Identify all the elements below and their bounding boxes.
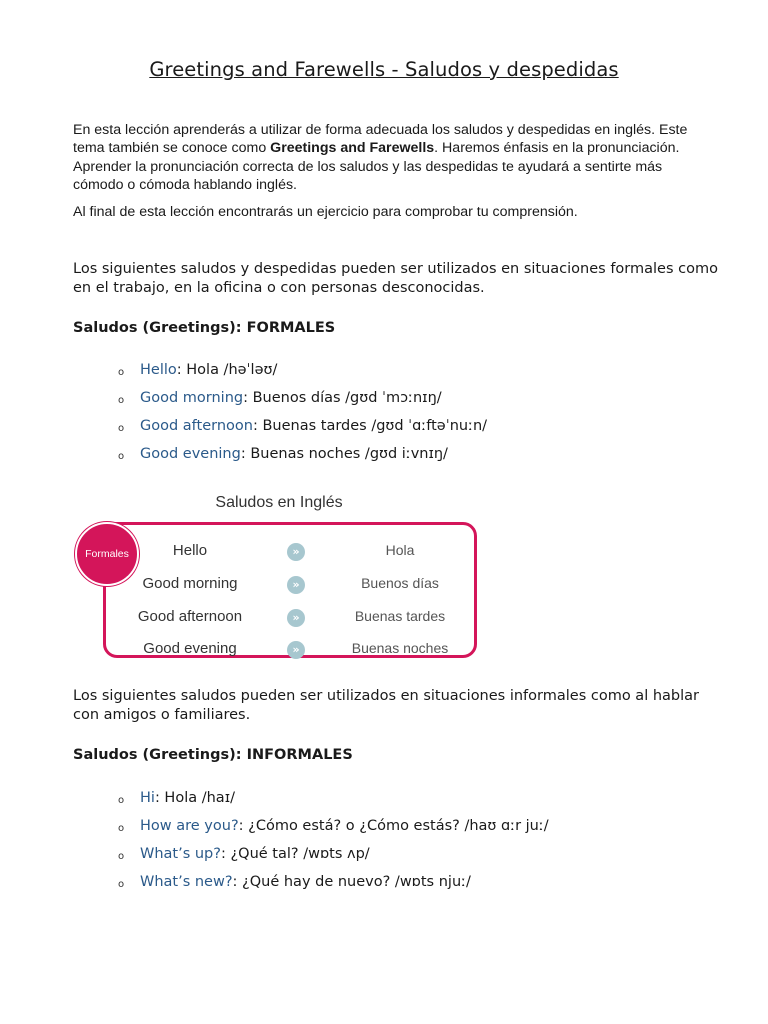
informal-heading	[73, 747, 353, 763]
english-term: Good morning	[140, 390, 244, 406]
translation: : Buenas tardes /gʊd ˈɑːftəˈnuːn/	[252, 418, 488, 434]
figure-english: Good evening	[143, 640, 237, 657]
formal-heading: Saludos (Greetings): FORMALES	[73, 320, 336, 336]
translation: : ¿Qué hay de nuevo? /wɒts njuː/	[232, 874, 471, 890]
bullet-icon: o	[118, 395, 125, 406]
figure-spanish: Buenos días	[361, 575, 439, 591]
bullet-icon: o	[118, 423, 125, 434]
figure-english: Good morning	[142, 575, 238, 592]
formal-description: Los siguientes saludos y despedidas pueden ser utilizados en situaciones formales como en el trabajo, en la oficina o con personas desconocidas.	[73, 261, 718, 296]
bullet-icon: o	[118, 795, 125, 806]
english-term: Good evening	[140, 446, 241, 462]
bullet-icon: o	[118, 451, 125, 462]
figure-english: Good afternoon	[137, 608, 243, 625]
intro-paragraph-1	[73, 121, 713, 195]
figure-spanish: Hola	[385, 542, 415, 558]
greetings-figure	[73, 490, 485, 678]
english-term: What’s new?	[140, 874, 233, 890]
figure-row	[73, 542, 485, 566]
double-chevron-icon: »	[287, 543, 305, 561]
translation: : ¿Cómo está? o ¿Cómo estás? /haʊ ɑːr juː/	[238, 818, 549, 834]
english-term: Hello	[140, 362, 177, 378]
double-chevron-icon: »	[287, 576, 305, 594]
informal-heading-suffix: FORMALES	[264, 747, 353, 763]
intro-text-start: En esta lección aprenderás a utilizar de forma adecuada los saludos y despedidas en inglés. Este tema también se conoce como	[73, 122, 688, 157]
intro-section	[73, 121, 713, 221]
translation: : Hola /haɪ/	[154, 790, 235, 806]
double-chevron-icon: »	[287, 609, 305, 627]
bullet-icon: o	[118, 851, 125, 862]
figure-row	[73, 575, 485, 599]
formales-badge: Formales	[75, 522, 139, 586]
english-term: Good afternoon	[140, 418, 253, 434]
intro-paragraph-2: Al final de esta lección encontrarás un ejercicio para comprobar tu comprensión.	[73, 203, 578, 220]
figure-english: Hello	[172, 542, 208, 559]
english-term: How are you?	[140, 818, 239, 834]
english-term: Hi	[140, 790, 155, 806]
informal-description: Los siguientes saludos pueden ser utilizados en situaciones informales como al hablar con amigos o familiares.	[73, 688, 699, 723]
double-chevron-icon: »	[287, 641, 305, 659]
page-title: Greetings and Farewells - Saludos y despedidas	[149, 58, 619, 81]
translation: : ¿Qué tal? /wɒts ʌp/	[220, 846, 370, 862]
bullet-icon: o	[118, 879, 125, 890]
figure-row	[73, 608, 485, 632]
informal-heading-prefix: Saludos (Greetings): I	[73, 747, 252, 763]
translation: : Buenas noches /gʊd iːvnɪŋ/	[240, 446, 448, 462]
figure-spanish: Buenas noches	[351, 640, 449, 656]
intro-bold-term: Greetings and Farewells	[270, 140, 435, 157]
figure-row	[73, 640, 485, 664]
translation: : Buenos días /gʊd ˈmɔːnɪŋ/	[243, 390, 442, 406]
bullet-icon: o	[118, 367, 125, 378]
translation: : Hola /həˈləʊ/	[176, 362, 278, 378]
english-term: What’s up?	[140, 846, 221, 862]
figure-spanish: Buenas tardes	[354, 608, 446, 624]
bullet-icon: o	[118, 823, 125, 834]
figure-title: Saludos en Inglés	[215, 494, 343, 511]
informal-heading-bold: N	[252, 747, 265, 763]
intro-text-end: . Haremos énfasis en la pronunciación. Aprender la pronunciación correcta de los saludos y las despedidas te ayudará a sentirte más cómodo o cómoda hablando inglés.	[73, 140, 680, 194]
